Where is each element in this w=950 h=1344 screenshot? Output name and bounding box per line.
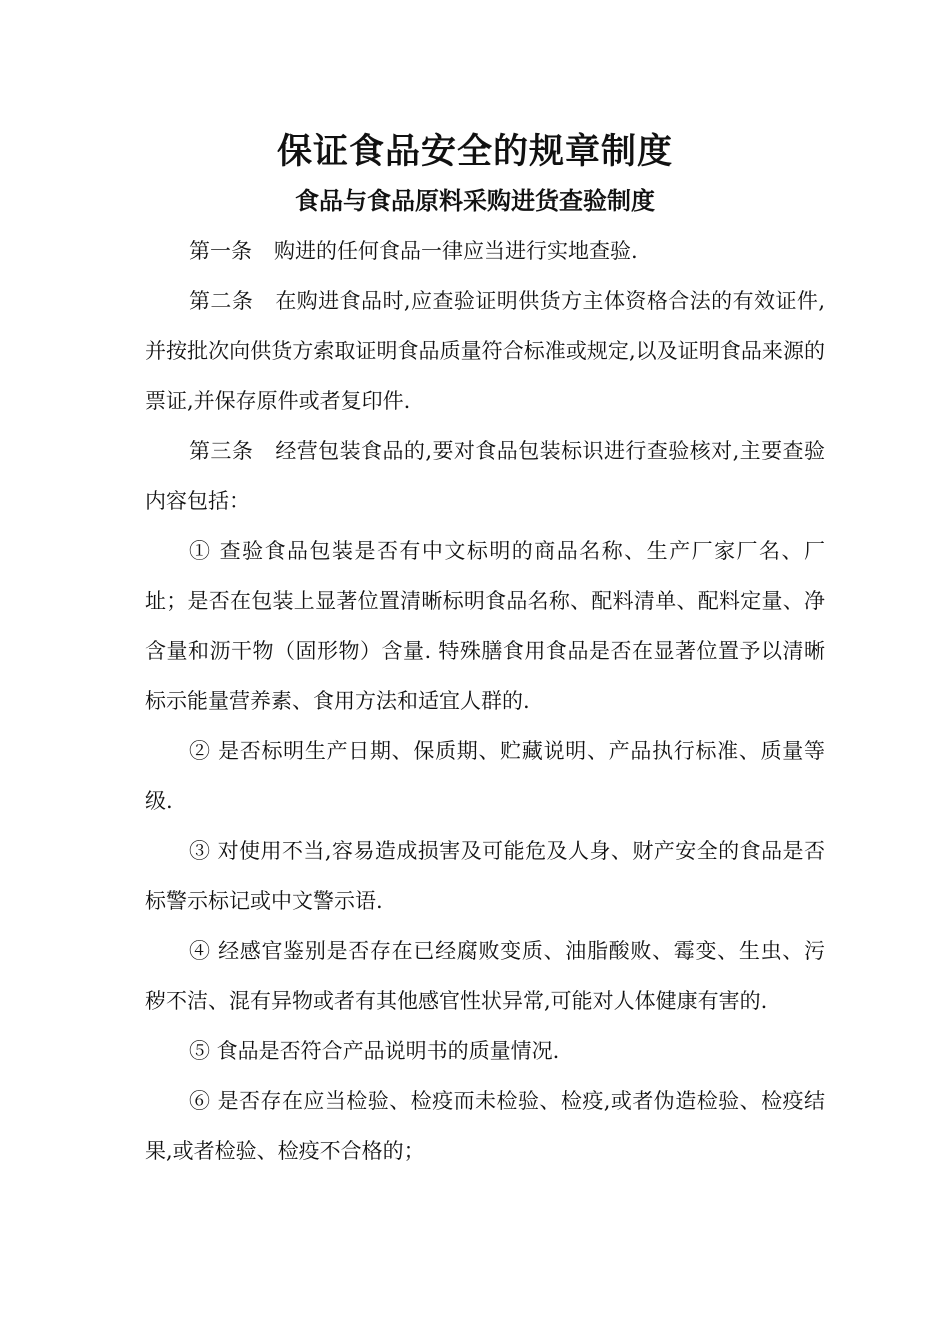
article-heading: 第一条 [189, 239, 252, 263]
article-3 [145, 426, 825, 526]
check-item-6: ⑥ 是否存在应当检验、检疫而未检验、检疫,或者伪造检验、检疫结果,或者检验、检疫不合格的； [145, 1089, 825, 1163]
check-item-2: ② 是否标明生产日期、保质期、贮藏说明、产品执行标准、质量等级. [145, 739, 825, 813]
check-item-3: ③ 对使用不当,容易造成损害及可能危及人身、财产安全的食品是否标警示标记或中文警示语. [145, 839, 825, 913]
article-heading: 第三条 [189, 439, 254, 463]
document-subtitle: 食品与食品原料采购进货查验制度 [295, 187, 655, 215]
document-title: 保证食品安全的规章制度 [276, 132, 673, 172]
document-body [145, 226, 825, 1176]
article-text: 购进的任何食品一律应当进行实地查验. [274, 239, 638, 263]
article-2 [145, 276, 825, 426]
check-item-1: ① 查验食品包装是否有中文标明的商品名称、生产厂家厂名、厂址；是否在包装上显著位置清晰标明食品名称、配料清单、配料定量、净含量和沥干物（固形物）含量. 特殊膳食用食品是否在显著位置予以清晰标示能量营养素、食用方法和适宜人群的. [145, 539, 825, 713]
article-1 [145, 226, 825, 276]
article-text: 在购进食品时,应查验证明供货方主体资格合法的有效证件,并按批次向供货方索取证明食品质量符合标准或规定,以及证明食品来源的票证,并保存原件或者复印件. [145, 289, 825, 413]
article-text: 经营包装食品的,要对食品包装标识进行查验核对,主要查验内容包括： [145, 439, 825, 513]
article-heading: 第二条 [189, 289, 254, 313]
check-item-5: ⑤ 食品是否符合产品说明书的质量情况. [189, 1039, 560, 1063]
check-item-4: ④ 经感官鉴别是否存在已经腐败变质、油脂酸败、霉变、生虫、污秽不洁、混有异物或者有其他感官性状异常,可能对人体健康有害的. [145, 939, 825, 1013]
